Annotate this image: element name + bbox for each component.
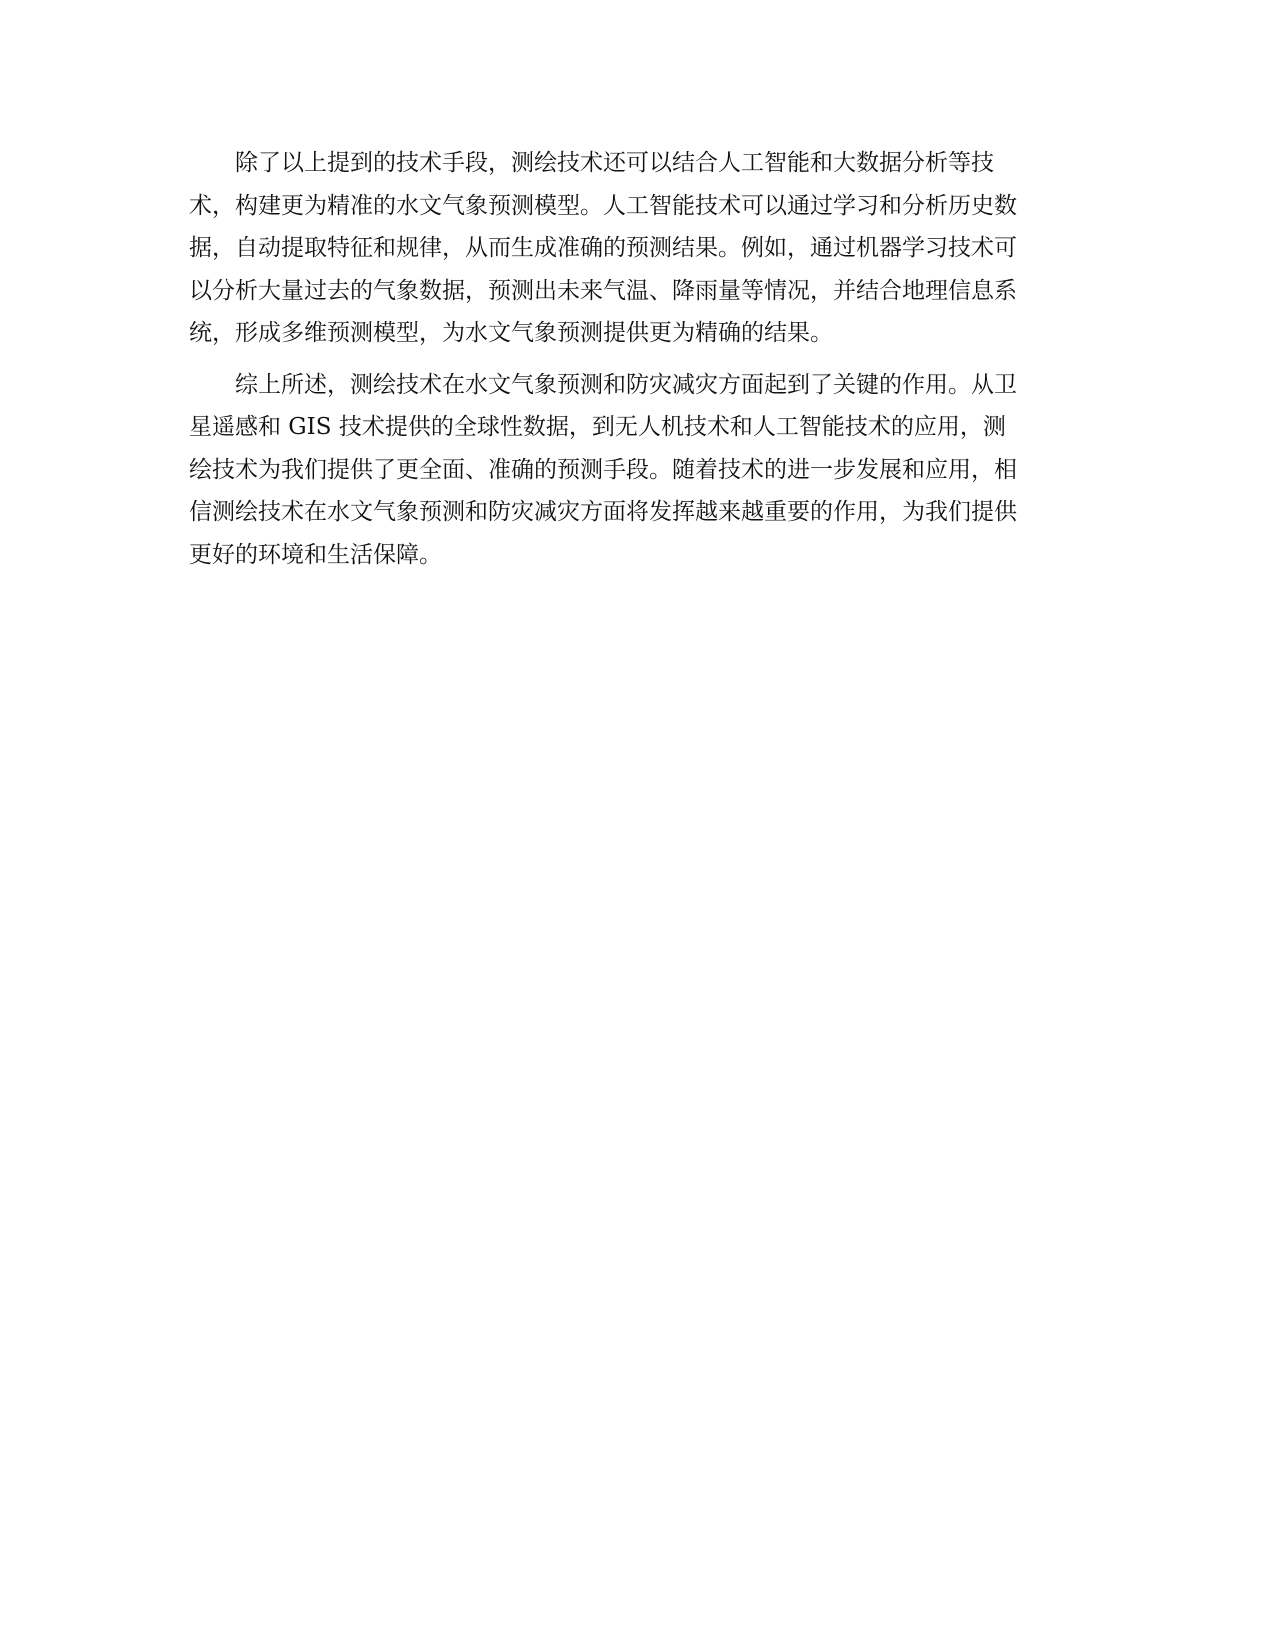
paragraph-line: 绘技术为我们提供了更全面、准确的预测手段。随着技术的进一步发展和应用，相 <box>189 456 1017 483</box>
paragraph-2 <box>189 364 1089 577</box>
paragraph-line: 综上所述，测绘技术在水文气象预测和防灾减灾方面起到了关键的作用。从卫 <box>235 371 1017 398</box>
document-body <box>189 142 1089 585</box>
paragraph-line: 统，形成多维预测模型，为水文气象预测提供更为精确的结果。 <box>189 320 833 346</box>
paragraph-line: 除了以上提到的技术手段，测绘技术还可以结合人工智能和大数据分析等技 <box>235 150 994 176</box>
paragraph-1 <box>189 142 1089 355</box>
paragraph-line: 信测绘技术在水文气象预测和防灾减灾方面将发挥越来越重要的作用，为我们提供 <box>189 499 1017 525</box>
paragraph-line: 术，构建更为精准的水文气象预测模型。人工智能技术可以通过学习和分析历史数 <box>189 192 1017 219</box>
paragraph-line: 更好的环境和生活保障。 <box>189 541 442 568</box>
paragraph-line: 以分析大量过去的气象数据，预测出未来气温、降雨量等情况，并结合地理信息系 <box>189 277 1017 304</box>
paragraph-line: 星遥感和 GIS 技术提供的全球性数据，到无人机技术和人工智能技术的应用，测 <box>189 414 1006 440</box>
paragraph-line: 据，自动提取特征和规律，从而生成准确的预测结果。例如，通过机器学习技术可 <box>189 235 1017 261</box>
